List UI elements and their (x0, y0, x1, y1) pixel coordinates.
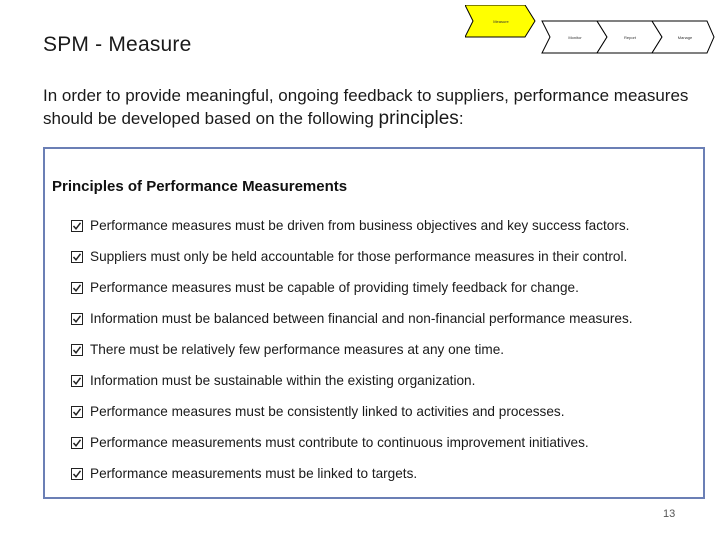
checkbox-checked-icon (71, 313, 83, 325)
principle-text: Information must be sustainable within the existing organization. (90, 373, 476, 388)
intro-paragraph (43, 84, 693, 130)
principle-item (71, 210, 633, 241)
principle-item (71, 365, 633, 396)
principle-item (71, 396, 633, 427)
checkbox-checked-icon (71, 437, 83, 449)
principle-item (71, 303, 633, 334)
principle-item (71, 458, 633, 489)
process-step-measure-label: Measure (493, 19, 509, 24)
checkbox-checked-icon (71, 282, 83, 294)
principle-text: Information must be balanced between financial and non-financial performance measures. (90, 311, 633, 326)
slide-title: SPM - Measure (43, 33, 192, 56)
principle-text: Suppliers must only be held accountable for those performance measures in their control. (90, 249, 628, 264)
principles-box (43, 147, 705, 499)
checkbox-checked-icon (71, 406, 83, 418)
checkbox-checked-icon (71, 220, 83, 232)
process-step-report-label: Report (623, 35, 636, 40)
principle-text: There must be relatively few performance measures at any one time. (90, 342, 505, 357)
principle-item (71, 427, 633, 458)
process-navigation (465, 5, 715, 65)
page-number: 13 (663, 508, 676, 520)
principle-text: Performance measures must be capable of providing timely feedback for change. (90, 280, 579, 295)
intro-text: In order to provide meaningful, ongoing feedback to suppliers, performance measures should be developed based on the following (43, 86, 689, 128)
principle-text: Performance measures must be consistently linked to activities and processes. (90, 404, 565, 419)
checkbox-checked-icon (71, 375, 83, 387)
checkbox-checked-icon (71, 468, 83, 480)
checkbox-checked-icon (71, 344, 83, 356)
principle-item (71, 241, 633, 272)
process-step-manage-label: Manage (677, 35, 693, 40)
principle-item (71, 334, 633, 365)
principle-text: Performance measures must be driven from business objectives and key success factors. (90, 218, 630, 233)
principle-text: Performance measurements must contribute to continuous improvement initiatives. (90, 435, 589, 450)
principle-text: Performance measurements must be linked to targets. (90, 466, 418, 481)
process-step-monitor-label: Monitor (568, 35, 582, 40)
principle-item (71, 272, 633, 303)
intro-suffix: : (458, 109, 464, 128)
principles-title: Principles of Performance Measurements (52, 178, 348, 195)
principles-list (71, 210, 633, 489)
checkbox-checked-icon (71, 251, 83, 263)
intro-emphasis: principles (378, 108, 459, 129)
